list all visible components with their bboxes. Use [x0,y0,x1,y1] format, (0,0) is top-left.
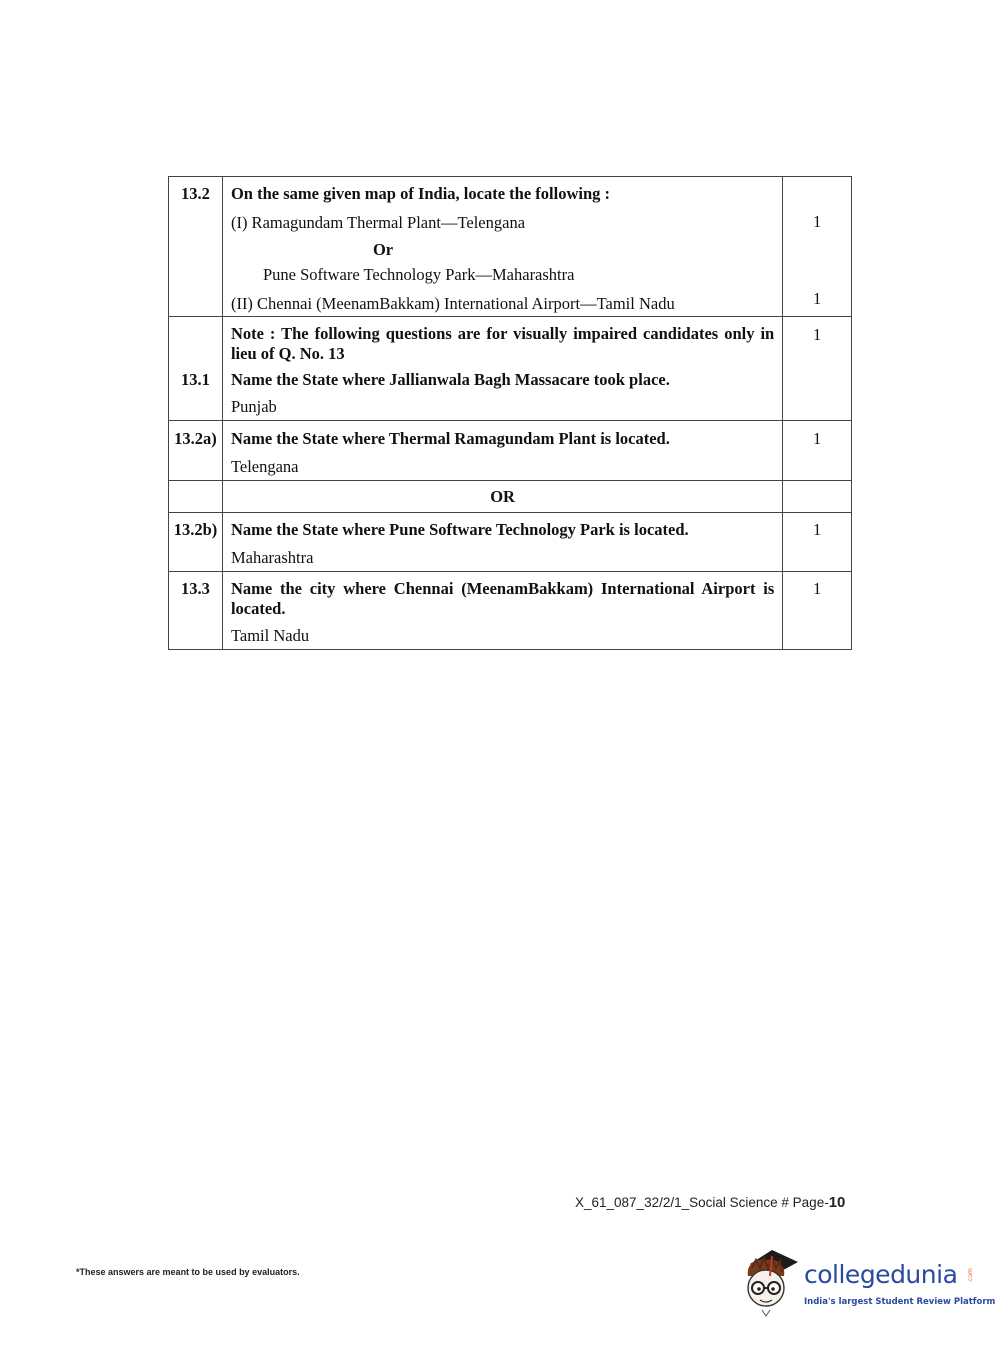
document-code: X_61_087_32/2/1_Social Science # Page- [575,1195,829,1210]
answer-item: (I) Ramagundam Thermal Plant—Telengana [230,212,526,232]
question-number: 13.2b) [173,520,218,539]
answer-text: Punjab [230,397,277,417]
marks: 1 [813,520,822,539]
question-text: On the same given map of India, locate the following : [230,184,610,203]
graduate-mascot-icon [742,1246,802,1318]
question-text: Name the State where Thermal Ramagundam Plant is located. [230,429,670,448]
answer-item: (II) Chennai (MeenamBakkam) International Airport—Tamil Nadu [230,294,675,314]
table-row [169,177,852,317]
logo-tagline: India's largest Student Review Platform [804,1297,996,1307]
question-number: 13.2a) [174,429,217,448]
question-text: Name the State where Jallianwala Bagh Massacare took place. [230,369,670,389]
question-text: Name the State where Pune Software Technology Park is located. [230,520,689,539]
question-number: 13.1 [181,370,210,389]
marks: 1 [813,325,822,344]
table-row [169,317,852,421]
table-row [169,513,852,572]
marks: 1 [813,579,822,598]
table-row [169,421,852,481]
logo-wordmark: collegedunia [804,1260,958,1289]
answer-key-table [168,176,852,650]
answer-text: Telengana [230,456,299,476]
question-number: 13.3 [181,579,210,598]
note-text: Note : The following questions are for visually impaired candidates only in lieu of Q. No. 13 [230,324,775,363]
or-separator: Or [372,239,394,259]
logo-suffix: .com [966,1268,974,1283]
answer-item-alternative: Pune Software Technology Park—Maharashtra [262,265,575,285]
page-footer-code [575,1194,845,1211]
or-separator: OR [490,486,515,506]
marks: 1 [813,212,822,231]
evaluator-disclaimer: *These answers are meant to be used by evaluators. [76,1267,300,1277]
page-number: 10 [828,1194,846,1211]
question-number: 13.2 [181,184,210,203]
answer-text: Tamil Nadu [230,625,310,645]
marks: 1 [813,429,822,448]
answer-text: Maharashtra [230,547,314,567]
table-row [169,572,852,650]
marks: 1 [813,288,822,308]
question-text: Name the city where Chennai (MeenamBakkam) International Airport is located. [230,579,775,618]
collegedunia-logo [742,1246,996,1318]
table-row [169,481,852,513]
